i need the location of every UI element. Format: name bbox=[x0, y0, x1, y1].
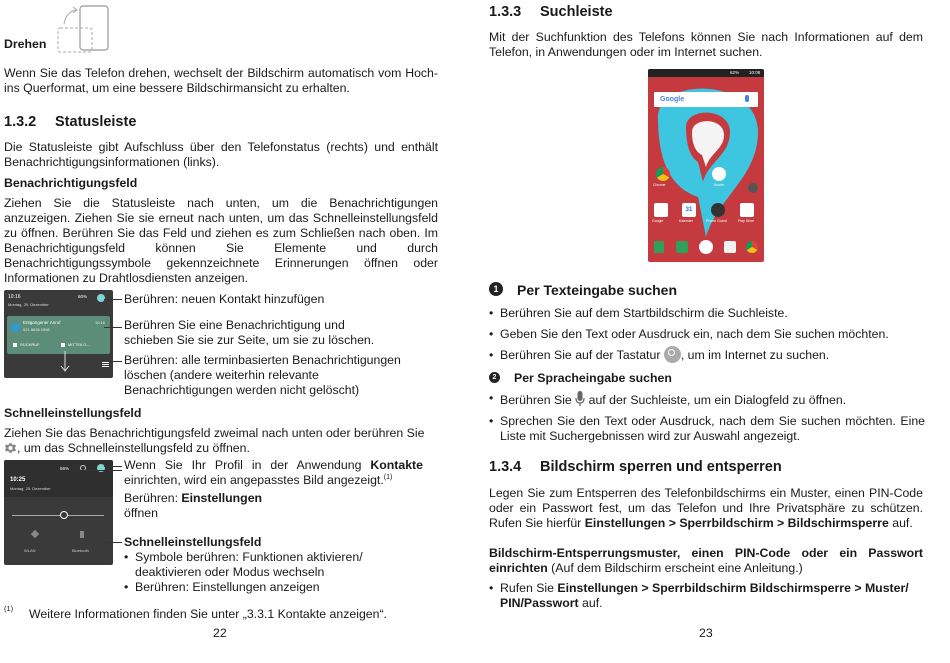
clear-all-icon[interactable] bbox=[102, 362, 109, 363]
qs-battery: 56% bbox=[60, 466, 70, 471]
app-drawer-icon[interactable] bbox=[699, 240, 713, 254]
callout-settings bbox=[124, 491, 324, 521]
notif-battery: 60% bbox=[78, 294, 88, 299]
callout-settings-open: öffnen bbox=[124, 506, 158, 520]
statusbar-paragraph: Die Statusleiste gibt Aufschluss über den Telefonstatus (rechts) und enthält Benachrichtigungsinformationen (links). bbox=[4, 140, 438, 169]
page-number: 22 bbox=[213, 626, 227, 640]
settings-gear-icon bbox=[4, 442, 17, 454]
list-item-text: Berühren Sie bbox=[500, 393, 572, 407]
number-two-badge-icon: 2 bbox=[489, 372, 500, 383]
section-title: Bildschirm sperren und entsperren bbox=[540, 459, 782, 475]
section-number: 1.3.3 bbox=[489, 4, 522, 20]
notification-paragraph: Ziehen Sie die Statusleiste nach unten, um die Benachrichtigungen anzuzeigen. Ziehen Sie sie erneut nach unten, um das Schnelleinstellungsfeld zu öffnen. Berühren Sie das Feld und ziehen es zum Schließen nach oben. Im Benachrichtigungsfeld können Sie Elemente und durch Benachrichtigungssymbole gekennzeichnete Erinnerungen öffnen oder Informationen zu Drahtlosdiensten anzeigen. bbox=[4, 196, 438, 285]
list-item-text-end: auf. bbox=[578, 596, 603, 610]
home-battery: 62% bbox=[730, 70, 740, 75]
callout-profile-contacts: Kontakte bbox=[370, 458, 423, 472]
section-heading-searchbar bbox=[489, 3, 613, 21]
phone-guard-app-icon[interactable] bbox=[711, 203, 725, 217]
notif-date: Montag, 25. Dezember bbox=[8, 302, 49, 307]
section-number: 1.3.2 bbox=[4, 114, 37, 130]
list-item-text: Berühren Sie auf der Tastatur bbox=[500, 348, 661, 362]
microphone-icon bbox=[575, 391, 585, 407]
lock-list bbox=[489, 581, 925, 611]
callout-line bbox=[104, 466, 122, 467]
qs-toggle-wlan[interactable]: WLAN bbox=[24, 548, 36, 553]
list-item-path: Einstellungen > Sperrbildschirm Bildschirmsperre > Muster/ PIN/Passwort bbox=[500, 581, 909, 610]
lock-subheading bbox=[489, 546, 923, 576]
section-heading-statusbar bbox=[4, 113, 136, 131]
notification-card[interactable] bbox=[7, 316, 110, 354]
lock-sub-bold: Bildschirm-Entsperrungsmuster, einen PIN-Code oder ein Passwort einrichten bbox=[489, 546, 923, 575]
callout-clear-all: Berühren: alle terminbasierten Benachrichtigungen löschen (andere weiterhin relevante Benachrichtigungen werden nicht gelöscht) bbox=[124, 353, 401, 397]
callback-icon bbox=[13, 343, 17, 347]
qs-toggle-bluetooth[interactable]: Bluetooth bbox=[72, 548, 89, 553]
section-heading-lock bbox=[489, 458, 782, 476]
callout-line bbox=[104, 542, 122, 543]
google-logo: Google bbox=[660, 96, 685, 103]
notification-panel-title: Benachrichtigungsfeld bbox=[4, 176, 138, 190]
app-label: Suche bbox=[714, 183, 724, 187]
notification-panel-screenshot bbox=[4, 290, 113, 378]
rotate-phone-icon bbox=[56, 4, 112, 56]
list-item-text: Rufen Sie bbox=[500, 581, 558, 595]
list-item bbox=[489, 581, 925, 611]
page-number: 23 bbox=[699, 626, 713, 640]
callout-profile-text-end: einrichten, wird ein angepasstes Bild angezeigt. bbox=[124, 473, 384, 487]
lock-text-end: auf. bbox=[888, 516, 913, 530]
left-page bbox=[0, 0, 445, 663]
google-search-bar[interactable] bbox=[654, 92, 758, 107]
message-action[interactable]: MITTEILG... bbox=[68, 342, 90, 347]
add-contact-avatar-icon[interactable] bbox=[97, 294, 105, 302]
callout-line bbox=[104, 299, 122, 300]
footnote-text: Weitere Informationen finden Sie unter „3.3.1 Kontakte anzeigen“. bbox=[29, 607, 387, 621]
quick-settings-paragraph-line2 bbox=[4, 441, 438, 456]
callout-profile bbox=[124, 458, 423, 488]
home-time: 10:08 bbox=[749, 70, 761, 75]
brightness-slider[interactable] bbox=[12, 515, 104, 516]
callout-settings-label: Einstellungen bbox=[181, 491, 263, 505]
section-number: 1.3.4 bbox=[489, 459, 522, 475]
app-label: Google bbox=[652, 219, 664, 223]
quick-panel-list bbox=[124, 550, 394, 595]
callout-line bbox=[104, 327, 122, 328]
app-label: Kalender bbox=[679, 219, 694, 223]
lock-sub-note: (Auf dem Bildschirm erscheint eine Anleitung.) bbox=[547, 561, 803, 575]
quick-panel-title: Schnelleinstellungsfeld bbox=[124, 535, 262, 549]
notif-card-title: Entgangener Anruf bbox=[23, 320, 61, 325]
app-label: Phone Guard bbox=[706, 219, 727, 223]
calendar-app-icon[interactable]: 31 bbox=[682, 203, 696, 217]
quick-settings-paragraph: Ziehen Sie das Benachrichtigungsfeld zweimal nach unten oder berühren Sie bbox=[4, 426, 425, 440]
swipe-arrow-icon bbox=[58, 350, 72, 372]
chrome-dock-icon[interactable] bbox=[746, 241, 758, 253]
phone-dock-icon[interactable] bbox=[654, 241, 664, 253]
missed-call-icon bbox=[11, 323, 20, 332]
bluetooth-icon[interactable] bbox=[80, 531, 84, 538]
brightness-handle-icon[interactable] bbox=[60, 511, 68, 519]
voice-search-title: Per Spracheingabe suchen bbox=[514, 371, 672, 385]
list-item: • Symbole berühren: Funktionen aktivieren/ deaktivieren oder Modus wechseln bbox=[124, 550, 394, 580]
voice-search-list bbox=[489, 391, 925, 444]
play-store-app-icon[interactable] bbox=[740, 203, 754, 217]
callout-settings-text: Berühren: bbox=[124, 491, 182, 505]
text-search-title: Per Texteingabe suchen bbox=[517, 282, 678, 298]
messages-dock-icon[interactable] bbox=[676, 241, 688, 253]
keyboard-search-icon bbox=[664, 346, 681, 363]
qs-date: Montag, 25. Dezember bbox=[10, 486, 51, 491]
right-page bbox=[486, 0, 930, 663]
app-label: Play Store bbox=[738, 219, 755, 223]
message-icon bbox=[61, 343, 65, 347]
home-status-bar bbox=[648, 69, 764, 77]
lock-paragraph bbox=[489, 486, 923, 531]
text-search-list bbox=[489, 303, 925, 366]
voice-search-mic-icon[interactable] bbox=[745, 95, 749, 102]
lock-path: Einstellungen > Sperrbildschirm > Bildschirmsperre bbox=[584, 516, 889, 530]
quick-settings-screenshot bbox=[4, 460, 113, 565]
list-item-text-end: auf der Suchleiste, um ein Dialogfeld zu öffnen. bbox=[588, 393, 847, 407]
lock-text: Legen Sie zum Entsperren des Telefonbildschirms ein Muster, einen PIN-Code oder ein Passwort fest, um das Telefon und Ihre Privatsphäre zu schützen. Rufen Sie hierfür bbox=[489, 486, 923, 530]
list-item bbox=[489, 391, 925, 408]
number-one-badge-icon: 1 bbox=[489, 282, 503, 296]
footnote-ref: (1) bbox=[383, 473, 393, 481]
wifi-icon[interactable] bbox=[31, 530, 39, 538]
notif-time: 10:16 bbox=[8, 294, 21, 300]
qs-time: 10:25 bbox=[10, 477, 26, 483]
list-item: • Geben Sie den Text oder Ausdruck ein, nach dem Sie suchen möchten. bbox=[489, 324, 925, 345]
callout-swipe-notification: Berühren Sie eine Benachrichtigung und schieben Sie sie zur Seite, um sie zu löschen. bbox=[124, 318, 375, 347]
quick-settings-text-end: , um das Schnelleinstellungsfeld zu öffnen. bbox=[17, 441, 250, 455]
list-item bbox=[489, 345, 925, 366]
list-item: • Berühren: Einstellungen anzeigen bbox=[124, 580, 394, 595]
callout-add-contact: Berühren: neuen Kontakt hinzufügen bbox=[124, 292, 325, 306]
search-app-icon[interactable] bbox=[712, 167, 726, 181]
home-screen-screenshot bbox=[648, 69, 764, 262]
folder-app-icon[interactable] bbox=[748, 183, 758, 193]
callout-profile-text: Wenn Sie Ihr Profil in der Anwendung bbox=[124, 458, 371, 472]
app-label: Chrome bbox=[653, 183, 666, 187]
rotate-label: Drehen bbox=[4, 37, 47, 51]
section-title: Suchleiste bbox=[540, 4, 613, 20]
callout-line bbox=[78, 470, 122, 471]
camera-dock-icon[interactable] bbox=[724, 241, 736, 253]
section-title: Statusleiste bbox=[55, 114, 137, 130]
quick-settings-title: Schnelleinstellungsfeld bbox=[4, 406, 142, 420]
search-paragraph: Mit der Suchfunktion des Telefons können Sie nach Informationen auf dem Telefon, in Anwendungen oder im Internet suchen. bbox=[489, 30, 923, 59]
callback-action[interactable]: RÜCKRUF bbox=[20, 342, 40, 347]
callout-line bbox=[108, 361, 122, 362]
list-item-text-end: , um im Internet zu suchen. bbox=[680, 348, 830, 362]
google-folder-icon[interactable] bbox=[654, 203, 668, 217]
chrome-app-icon[interactable] bbox=[656, 167, 670, 181]
list-item: • Berühren Sie auf dem Startbildschirm die Suchleiste. bbox=[489, 303, 925, 324]
list-item: • Sprechen Sie den Text oder Ausdruck, nach dem Sie suchen möchten. Eine Liste mit Suchergebnissen wird zur Auswahl angezeigt. bbox=[489, 414, 925, 444]
rotate-paragraph: Wenn Sie das Telefon drehen, wechselt der Bildschirm automatisch vom Hoch- ins Querformat, um eine bessere Bildschirmansicht zu erhalten. bbox=[4, 66, 438, 95]
notif-card-number: 021 8636 1996 bbox=[23, 327, 50, 332]
footnote-mark: (1) bbox=[4, 604, 14, 613]
notif-card-time: 10:16 bbox=[95, 320, 106, 325]
